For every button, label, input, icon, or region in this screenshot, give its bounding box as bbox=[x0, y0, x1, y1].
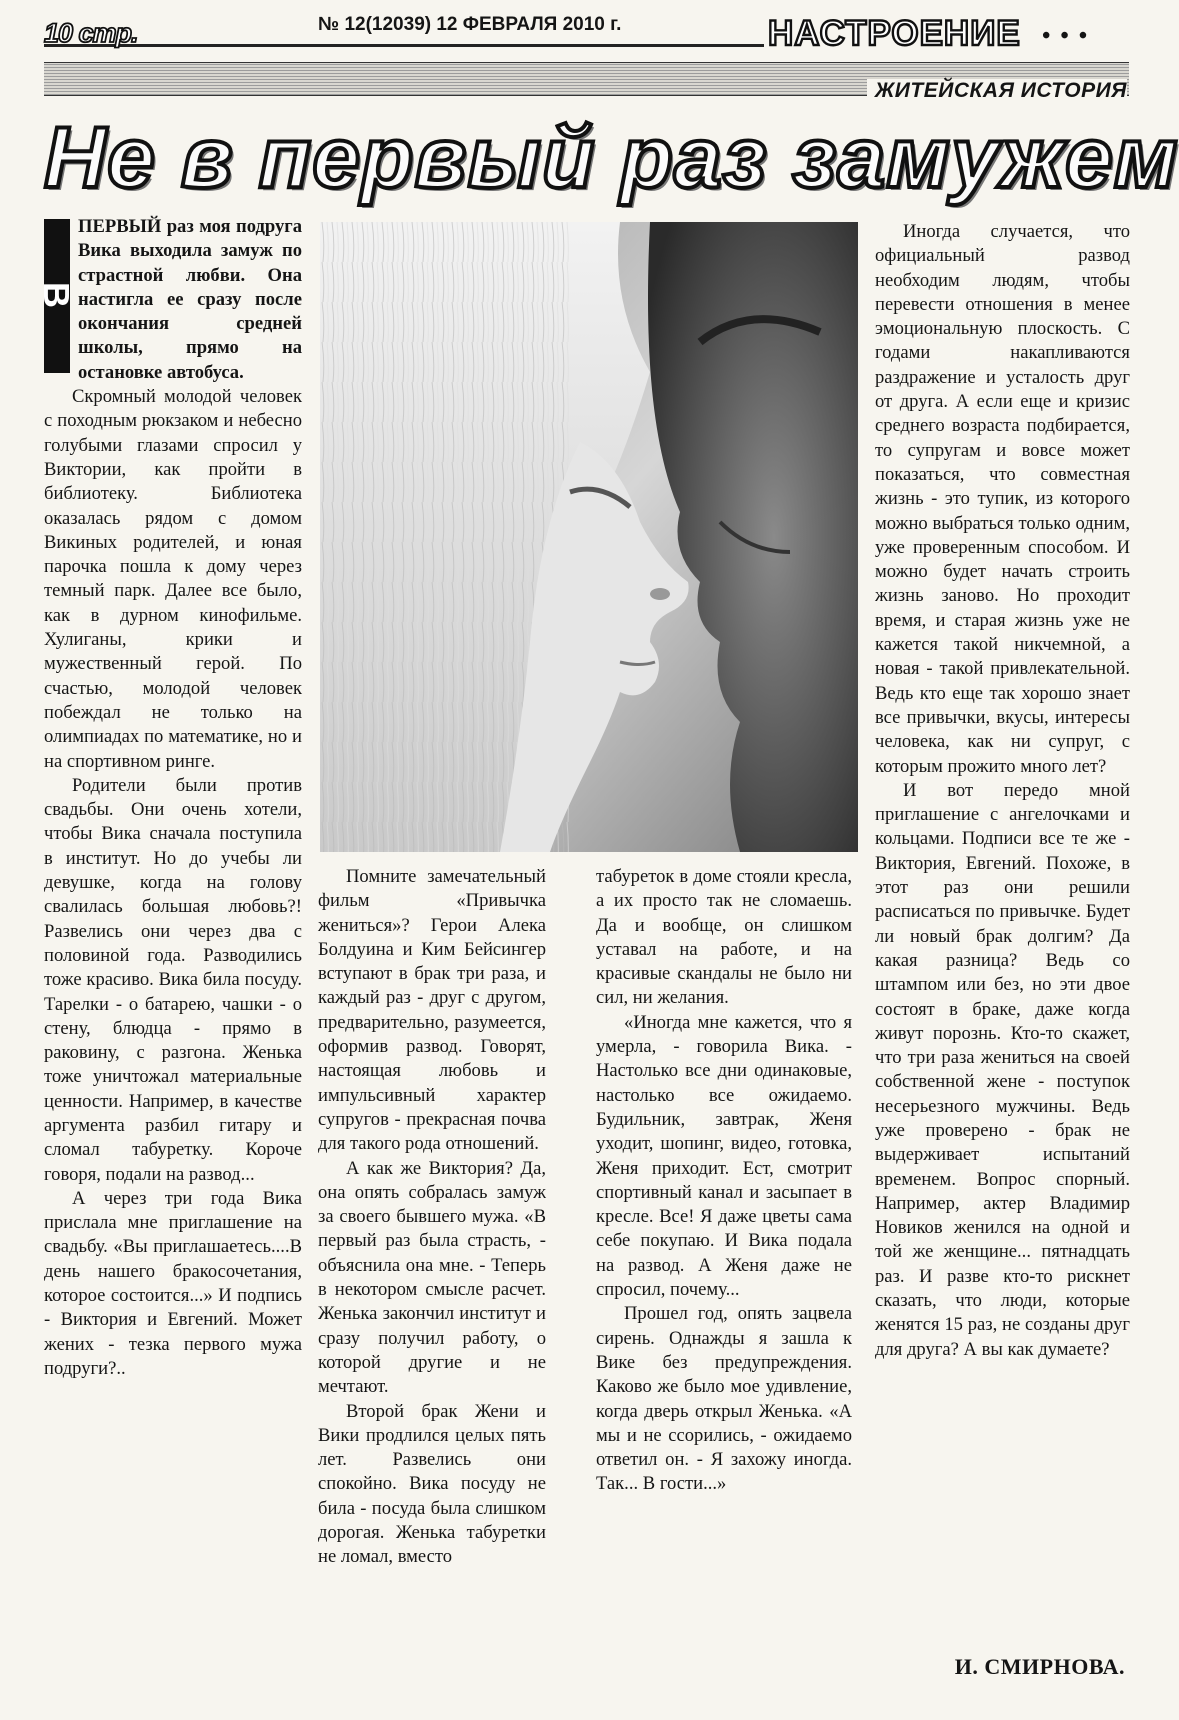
author-signature: И. СМИРНОВА. bbox=[954, 1654, 1125, 1679]
drop-cap-letter: В bbox=[36, 282, 77, 308]
paragraph: Родители были против свадьбы. Они очень хотели, чтобы Вика сначала поступила в институт. Но до учебы ли девушке, когда на голову свалилась большая любовь?! Развелись они через два с половиной года. Разводились тоже красиво. Вика била посуду. Тарелки - о батарею, чашки - о стену, блюдца - прямо в раковину, с разгона. Женька тоже уничтожал материальные ценности. Например, в качестве аргумента разбил гитару и сломал табуретку. Короче говоря, подали на развод... bbox=[44, 774, 302, 1185]
page-number: 10 стр. bbox=[44, 18, 138, 48]
paragraph: Скромный молодой человек с походным рюкзаком и небесно голубыми глазами спросил у Виктории, как пройти в библиотеку. Библиотека оказалась рядом с домом Викиных родителей, и юная парочка пошла к дому через темный парк. Далее все было, как в дурном кинофильме. Хулиганы, крики и мужественный герой. По счастью, молодой человек побеждал не только на олимпиадах по математике, но и на спортивном ринге. bbox=[44, 386, 302, 772]
rubric-label: ЖИТЕЙСКАЯ ИСТОРИЯ bbox=[867, 79, 1127, 103]
issue-info: № 12(12039) 12 ФЕВРАЛЯ 2010 г. bbox=[314, 14, 625, 36]
article-headline: Не в первый раз замужем bbox=[44, 110, 1179, 206]
paragraph: Помните замечательный фильм «Привычка жениться»? Герои Алека Болдуина и Ким Бейсингер вступают в брак три раза, и каждый раз - друг с другом, предварительно, разумеется, оформив развод. Говорят, настоящая любовь и импульсивный характер супругов - прекрасная почва для такого рода отношений. bbox=[318, 866, 546, 1155]
paragraph: А через три года Вика прислала мне приглашение на свадьбу. «Вы приглашаетесь....В день нашего бракосочетания, которое состоится...» И подпись - Виктория и Евгений. Может жених - тезка первого мужа подруги?.. bbox=[44, 1187, 302, 1379]
section-dots: ••• bbox=[1042, 23, 1098, 49]
drop-cap bbox=[36, 219, 77, 373]
paragraph: «Иногда мне кажется, что я умерла, - говорила Вика. - Настолько все дни одинаковые, настолько все ожидаемо. Будильник, завтрак, Женя уходит, шопинг, видео, готовка, Женя приходит. Ест, смотрит спортивный канал и засыпает в кресле. Все! Я даже цветы сама себе покупаю. И Вика подала на развод. А Женя даже не спросил, почему... bbox=[596, 1011, 852, 1301]
article-photo bbox=[320, 222, 858, 852]
article-column-3 bbox=[596, 865, 852, 1497]
paragraph: Второй брак Жени и Вики продлился целых пять лет. Развелись они спокойно. Вика посуду не била - посуда была слишком дорогая. Женька табуретки не ломал, вместо bbox=[318, 1400, 546, 1568]
paragraph: Иногда случается, что официальный развод необходим людям, чтобы перевести отношения в менее эмоциональную плоскость. С годами накапливаются раздражение и усталость друг от друга. А если еще и кризис среднего возраста подбирается, то супругам и вовсе может показаться, что совместная жизнь - это тупик, из которого можно выбраться только одним, уже проверенным способом. И можно будет начать строить жизнь заново. Но проходит время, и старая жизнь уже не кажется такой никчемной, а новая - такой привлекательной. Ведь кто еще так хорошо знает все привычки, вкусы, интересы человека, как ни супруг, с которым прожито много лет? bbox=[875, 221, 1130, 777]
header-rule bbox=[44, 44, 764, 47]
article-column-4 bbox=[875, 220, 1130, 1362]
paragraph: табуреток в доме стояли кресла, а их просто так не сломаешь. Да и вообще, он слишком уставал на работе, и на красивые скандалы не было ни сил, ни желания. bbox=[596, 866, 852, 1009]
lead-paragraph: ПЕРВЫЙ раз моя подруга Вика выходила замуж по страстной любви. Она настигла ее сразу после окончания средней школы, прямо на остановке автобуса. bbox=[78, 216, 302, 383]
section-title: НАСТРОЕНИЕ bbox=[768, 14, 1021, 53]
article-column-1 bbox=[36, 215, 302, 1381]
article-column-2 bbox=[318, 865, 546, 1570]
paragraph: И вот передо мной приглашение с ангелочками и кольцами. Подписи все те же - Виктория, Евгений. Похоже, в этот раз они решили расписаться по привычке. Будет ли новый брак долгим? Да какая разница? Ведь со штампом или без, но эти двое состоят в браке, даже когда живут порознь. Кто-то скажет, что три раза жениться на своей собственной жене - поступок несерьезного мужчины. Ведь уже проверено - брак не выдерживает испытаний временем. Вопрос спорный. Например, актер Владимир Новиков женился на одной и той же женщине... пятнадцать раз. И разве кто-то рискнет сказать, что люди, которые женятся 15 раз, не созданы друг для друга? А вы как думаете? bbox=[875, 779, 1130, 1360]
paragraph: А как же Виктория? Да, она опять собралась замуж за своего бывшего мужа. «В первый раз была страсть, - объяснила она мне. - Теперь в некотором смысле расчет. Женька закончил институт и сразу получил работу, о которой другие и не мечтают. bbox=[318, 1157, 546, 1398]
kiss-photo-illustration bbox=[320, 222, 858, 852]
paragraph: Прошел год, опять зацвела сирень. Однажды я зашла к Вике без предупреждения. Каково же было мое удивление, когда дверь открыл Женька. «А мы и не ссорились, - ожидаемо ответил он. - Я захожу иногда. Так... В гости...» bbox=[596, 1303, 852, 1495]
lead-paragraph-block bbox=[36, 215, 302, 385]
